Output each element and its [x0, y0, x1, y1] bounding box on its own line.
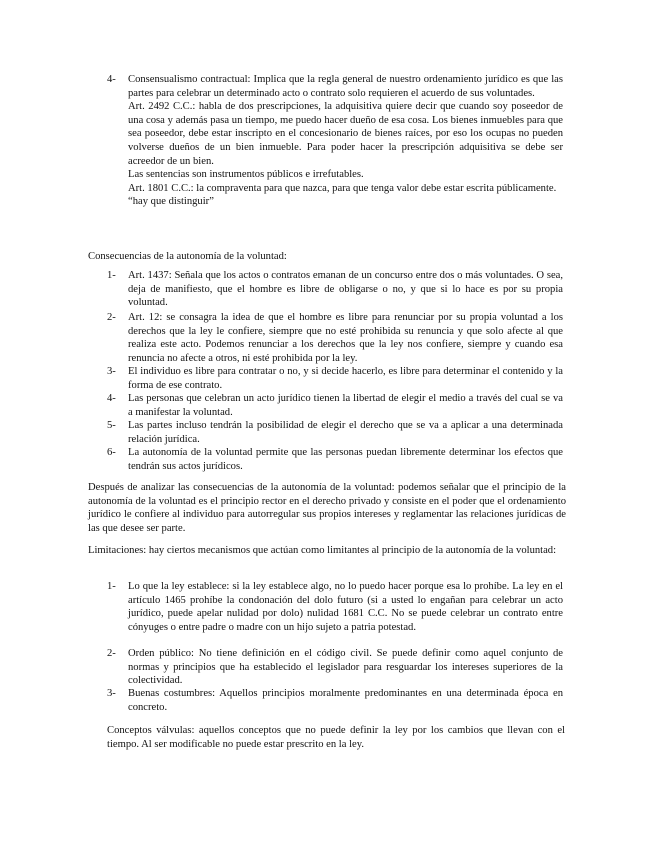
distinguir-paragraph: “hay que distinguir”: [128, 196, 214, 208]
item-text: Art. 12: se consagra la idea de que el hombre es libre para renunciar por su propia voluntad a los derechos que la ley le confiere, siempre que no esté prohibida su renuncia y que solo afecte al que realiza este acto. Podemos renunciar a los derechos que la ley nos confiere, siempre y cuando esa renuncia no afecte a otros, ni esté prohibida por la ley.: [128, 312, 563, 364]
item-text: La autonomía de la voluntad permite que las personas puedan libremente determinar los efectos que tendrán sus actos jurídicos.: [128, 447, 563, 472]
item-number: 1-: [107, 270, 116, 281]
analisis-paragraph: Después de analizar las consecuencias de la autonomía de la voluntad: podemos señalar que el principio de la autonomía de la voluntad es el principio rector en el derecho privado y consiste en el poder que el ordenamiento jurídico le confiere al individuo para autorregular sus propios intereses y reglamentar las relaciones jurídicas de las que desee ser parte.: [88, 482, 566, 534]
limitacion-item-2: [107, 647, 563, 688]
consecuencia-item-1: [107, 269, 563, 310]
item-text: El individuo es libre para contratar o no, y si decide hacerlo, es libre para determinar el contenido y la forma de ese contrato.: [128, 366, 563, 391]
item-number: 4-: [107, 393, 116, 404]
item-text: Buenas costumbres: Aquellos principios moralmente predominantes en una determinada época en concreto.: [128, 688, 563, 713]
consensualismo-paragraph: Consensualismo contractual: Implica que la regla general de nuestro ordenamiento jurídico es que las partes para celebrar un determinado acto o contrato solo requieren el acuerdo de sus voluntades.: [128, 74, 563, 99]
sentencias-paragraph: Las sentencias son instrumentos públicos e irrefutables.: [128, 169, 364, 181]
conceptos-valvulas-paragraph: Conceptos válvulas: aquellos conceptos que no puede definir la ley por los cambios que llevan con el tiempo. Al ser modificable no puede estar prescrito en la ley.: [107, 725, 565, 750]
item-number: 6-: [107, 447, 116, 458]
item-number: 3-: [107, 688, 116, 699]
item-number: 2-: [107, 648, 116, 659]
art-2492-paragraph: Art. 2492 C.C.: habla de dos prescripciones, la adquisitiva quiere decir que cuando soy poseedor de una cosa y además pasa un tiempo, me puedo hacer dueño de esa cosa. Los bienes inmuebles para que sea poseedor, debe estar inscripto en el concesionario de bienes raíces, por eso los ocupas no pueden volverse dueños de un bien inmueble. Para poder hacer la prescripción adquisitiva se debe ser acreedor de un bien.: [128, 101, 563, 167]
item-text: Las partes incluso tendrán la posibilidad de elegir el derecho que se va a aplicar a una determinada relación jurídica.: [128, 420, 563, 445]
consecuencia-item-2: [107, 311, 563, 365]
item-number: 2-: [107, 312, 116, 323]
item-text: Orden público: No tiene definición en el código civil. Se puede definir como aquel conjunto de normas y principios que ha establecido el legislador para resguardar los intereses superiores de la colectividad.: [128, 648, 563, 687]
consecuencia-item-4: [107, 392, 563, 419]
art-1801-paragraph: Art. 1801 C.C.: la compraventa para que nazca, para que tenga valor debe estar escrita públicamente.: [128, 182, 557, 194]
limitacion-item-3: [107, 687, 563, 714]
limitacion-item-1: [107, 580, 563, 634]
item-text: Art. 1437: Señala que los actos o contratos emanan de un concurso entre dos o más voluntades. O sea, deja de manifiesto, que el hombre es libre de obligarse o no, y que si lo hace es por su propia voluntad.: [128, 270, 563, 309]
consecuencia-item-6: [107, 446, 563, 473]
item-text: Las personas que celebran un acto jurídico tienen la libertad de elegir el medio a través del cual se va a manifestar la voluntad.: [128, 393, 563, 418]
item-number: 3-: [107, 366, 116, 377]
consecuencia-item-3: [107, 365, 563, 392]
item-text: Lo que la ley establece: si la ley establece algo, no lo puedo hacer porque esa lo prohíbe. La ley en el artículo 1465 prohíbe la condonación del dolo futuro (si a usted lo engañan para celebrar un acto jurídico, puede apelar nulidad por dolo) nulidad 1681 C.C. No se puede celebrar un contrato entre cónyuges o entre padre o madre con un hijo sujeto a patria potestad.: [128, 581, 563, 633]
consecuencia-item-5: [107, 419, 563, 446]
item-number: 1-: [107, 581, 116, 592]
limitaciones-heading: Limitaciones: hay ciertos mecanismos que actúan como limitantes al principio de la autonomía de la voluntad:: [88, 545, 557, 556]
item-number: 4-: [107, 74, 116, 85]
consecuencias-heading: Consecuencias de la autonomía de la voluntad:: [88, 251, 287, 262]
consensualismo-item: [107, 73, 563, 209]
item-number: 5-: [107, 420, 116, 431]
